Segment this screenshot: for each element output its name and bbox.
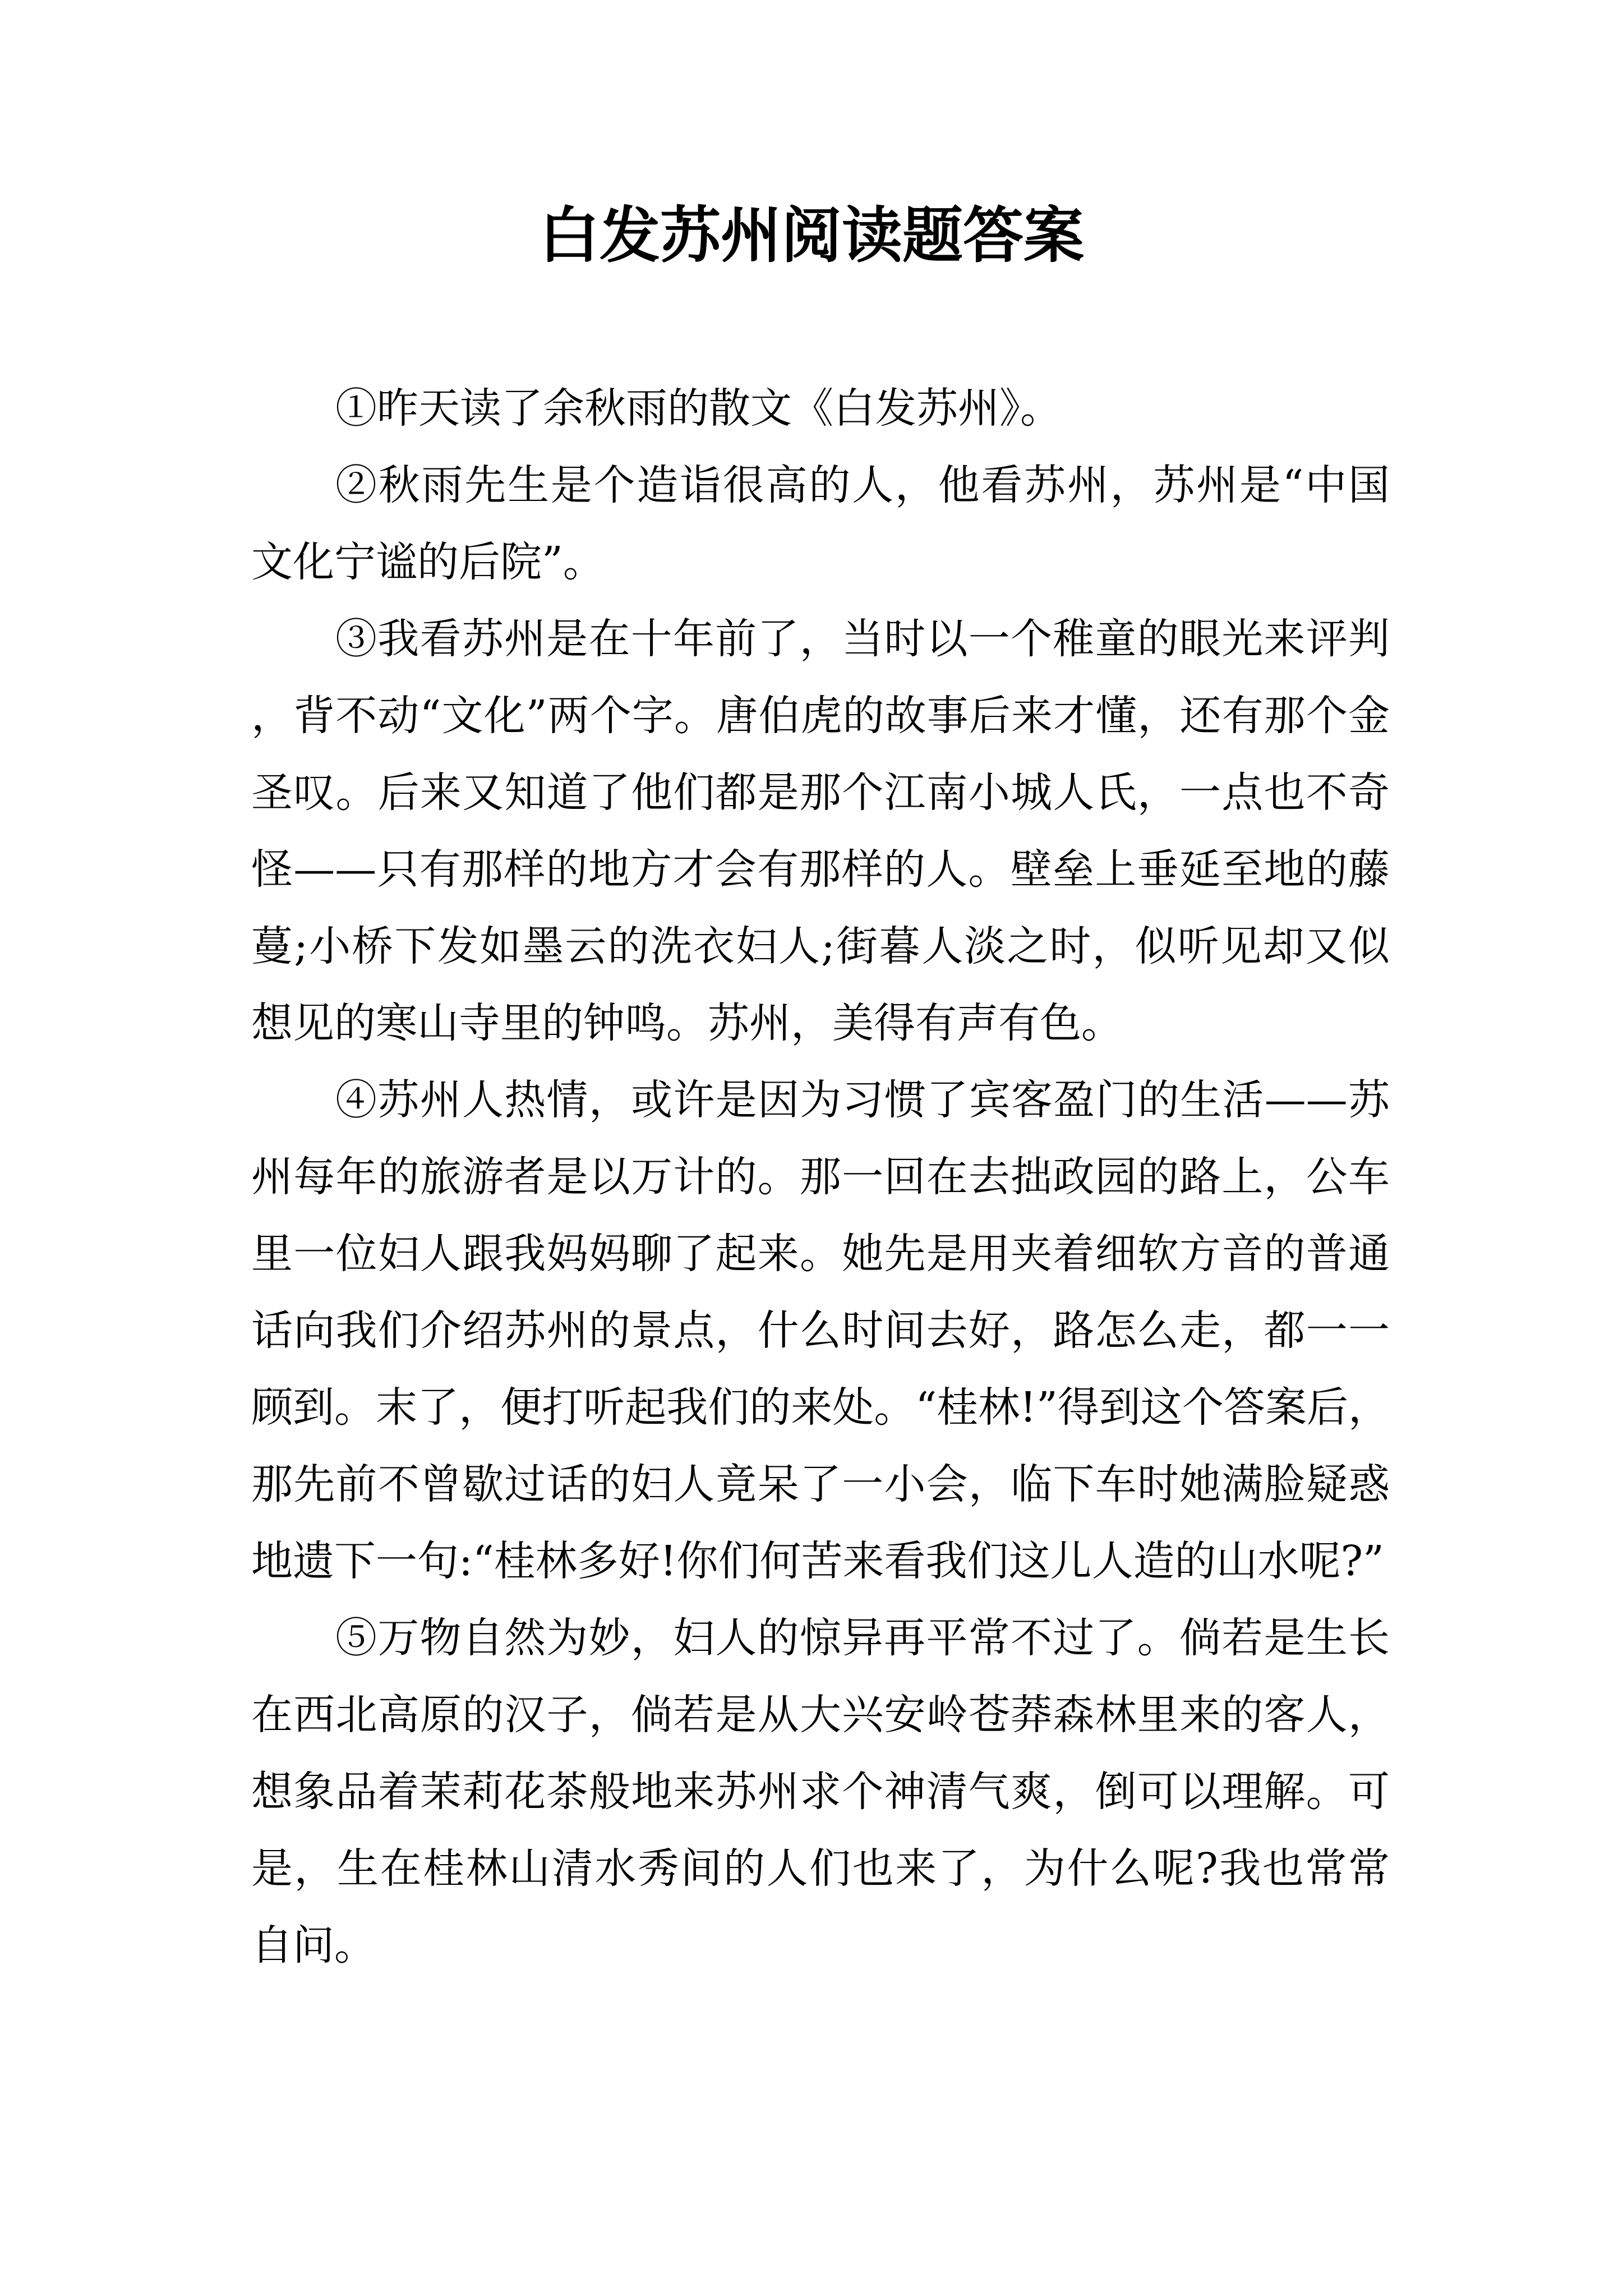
paragraph-2: ②秋雨先生是个造诣很高的人，他看苏州，苏州是“中国文化宁谧的后院”。 bbox=[251, 461, 1390, 586]
document-title: 白发苏州阅读题答案 bbox=[538, 200, 1084, 271]
document-body bbox=[251, 370, 1390, 1984]
paragraph-3: ③我看苏州是在十年前了，当时以一个稚童的眼光来评判，背不动“文化”两个字。唐伯虎的故事后来才懂，还有那个金圣叹。后来又知道了他们都是那个江南小城人氏，一点也不奇怪——只有那样的地方才会有那样的人。壁垒上垂延至地的藤蔓;小桥下发如墨云的洗衣妇人;街暮人淡之时，似听见却又似想见的寒山寺里的钟鸣。苏州，美得有声有色。 bbox=[251, 615, 1390, 1047]
paragraph-4: ④苏州人热情，或许是因为习惯了宾客盈门的生活——苏州每年的旅游者是以万计的。那一回在去拙政园的路上，公车里一位妇人跟我妈妈聊了起来。她先是用夹着细软方音的普通话向我们介绍苏州的景点，什么时间去好，路怎么走，都一一顾到。末了，便打听起我们的来处。“桂林!”得到这个答案后，那先前不曾歇过话的妇人竟呆了一小会，临下车时她满脸疑惑地遗下一句:“桂林多好!你们何苦来看我们这儿人造的山水呢?” bbox=[251, 1076, 1390, 1585]
paragraph-5: ⑤万物自然为妙，妇人的惊异再平常不过了。倘若是生长在西北高原的汉子，倘若是从大兴安岭苍莽森林里来的客人，想象品着茉莉花茶般地来苏州求个神清气爽，倒可以理解。可是，生在桂林山清水秀间的人们也来了，为什么呢?我也常常自问。 bbox=[251, 1614, 1390, 1970]
paragraph-1: ①昨天读了余秋雨的散文《白发苏州》。 bbox=[335, 384, 1062, 432]
